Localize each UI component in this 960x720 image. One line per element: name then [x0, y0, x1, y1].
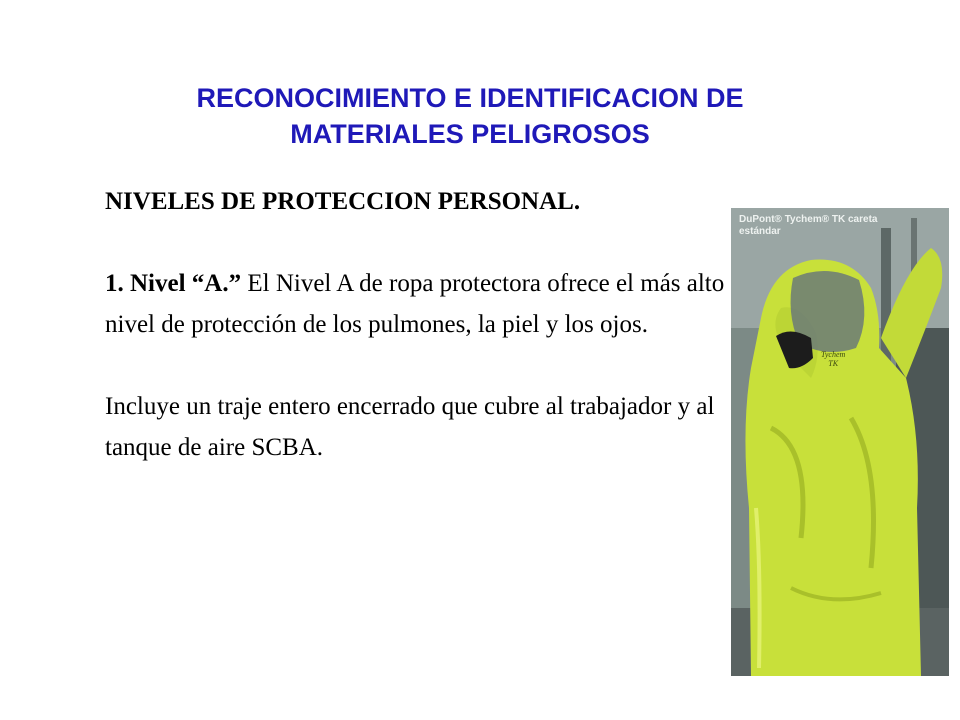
scba-paragraph: Incluye un traje entero encerrado que cubre al trabajador y al tanque de aire SCBA. — [105, 393, 715, 461]
slide-title — [80, 80, 860, 152]
photo-caption — [739, 214, 877, 238]
title-line-2: MATERIALES PELIGROSOS — [290, 119, 650, 149]
suit-logo: Tychem TK — [821, 350, 846, 368]
level-label: 1. Nivel “A.” — [105, 270, 242, 297]
spacer — [105, 222, 725, 263]
title-line-1: RECONOCIMIENTO E IDENTIFICACION DE — [196, 83, 744, 113]
slide-body — [105, 181, 725, 468]
hazmat-suit-photo — [731, 208, 949, 676]
level-a-paragraph — [105, 263, 725, 345]
caption-line-1: DuPont® Tychem® TK careta — [739, 214, 878, 225]
spacer — [105, 345, 725, 386]
section-heading: NIVELES DE PROTECCION PERSONAL. — [105, 188, 581, 215]
hazmat-suit-illustration — [731, 208, 949, 676]
level-description: El Nivel A de ropa protectora ofrece el más alto nivel de protección de los pulmones, la piel y los ojos. — [105, 270, 725, 338]
caption-line-2: estándar — [739, 226, 781, 237]
